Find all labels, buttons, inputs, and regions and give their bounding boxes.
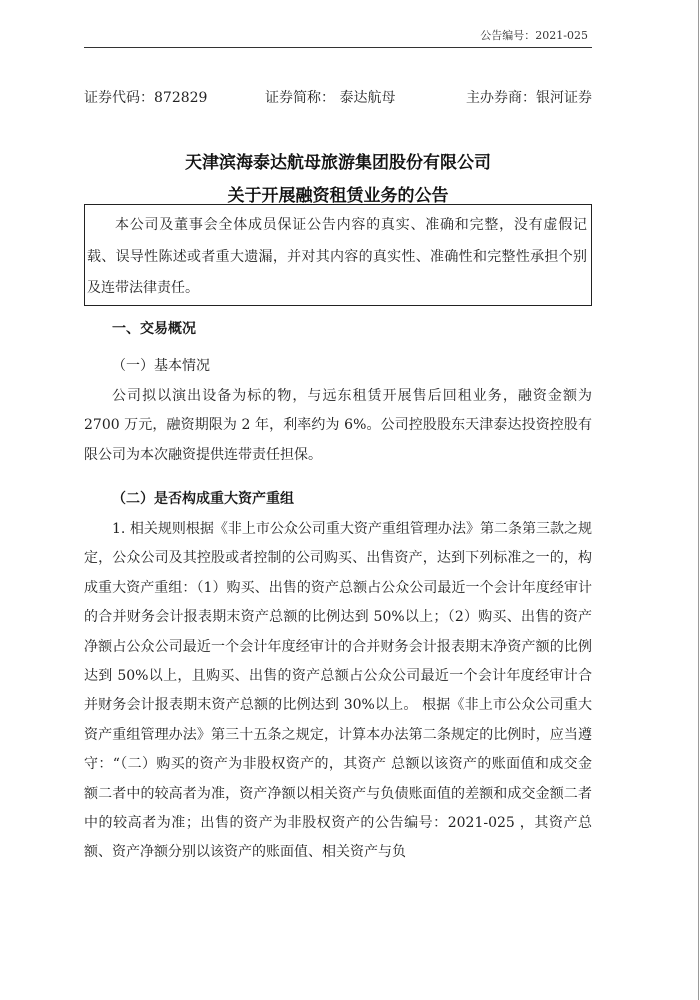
header-rule — [84, 47, 592, 48]
board-guarantee-box — [84, 204, 592, 306]
basic-info-paragraph: 公司拟以演出设备为标的物，与远东租赁开展售后回租业务，融资金额为 2700 万元，融资期限为 2 年，利率约为 6%。公司控股股东天津泰达投资控股有限公司为本次融资提供连带责任担保。 — [84, 388, 592, 463]
section-1-heading: 一、交易概况 — [112, 321, 196, 337]
securities-info-row — [84, 87, 592, 109]
notice-number: 公告编号：2021-025 — [480, 29, 588, 42]
company-title: 天津滨海泰达航母旅游集团股份有限公司 — [185, 153, 491, 173]
section-1-2-heading: （二）是否构成重大资产重组 — [112, 491, 294, 507]
announcement-title: 关于开展融资租赁业务的公告 — [227, 186, 449, 206]
board-guarantee-text: 本公司及董事会全体成员保证公告内容的真实、准确和完整，没有虚假记载、误导性陈述或者重大遗漏，并对其内容的真实性、准确性和完整性承担个别及连带法律责任。 — [87, 217, 587, 296]
restructuring-paragraph: 1. 相关规则根据《非上市公众公司重大资产重组管理办法》第二条第三款之规定，公众公司及其控股或者控制的公司购买、出售资产，达到下列标准之一的，构成重大资产重组：（1）购买、出售的资产总额占公众公司最近一个会计年度经审计的合并财务会计报表期末资产总额的比例达到 50%以上；（2）购买、出售的资产净额占公众公司最近一个会计年度经审计的合并财务会计报表期末净资产额的比例达到 50%以上，且购买、出售的资产总额占公众公司最近一个会计年度经审计合并财务会计报表期末资产总额的比例达到 30%以上。 根据《非上市公众公司重大资产重组管理办法》第三十五条之规定，计算本办法第二条规定的比例时，应当遵守：“（二）购买的资产为非股权资产的，其资产 总额以该资产的账面值和成交金额二者中的较高者为准，资产净额以相关资产与负债账面值的差额和成交金额二者中的较高者为准；出售的资产为非股权资产的公告编号：2021-025 ，其资产总额、资产净额分别以该资产的账面值、相关资产与负 — [84, 521, 592, 861]
section-1-1-heading: （一）基本情况 — [112, 358, 210, 374]
sponsor-broker: 主办券商：银河证券 — [466, 90, 592, 106]
securities-short-name: 证券简称： 泰达航母 — [265, 90, 396, 106]
securities-code: 证券代码：872829 — [84, 90, 208, 106]
